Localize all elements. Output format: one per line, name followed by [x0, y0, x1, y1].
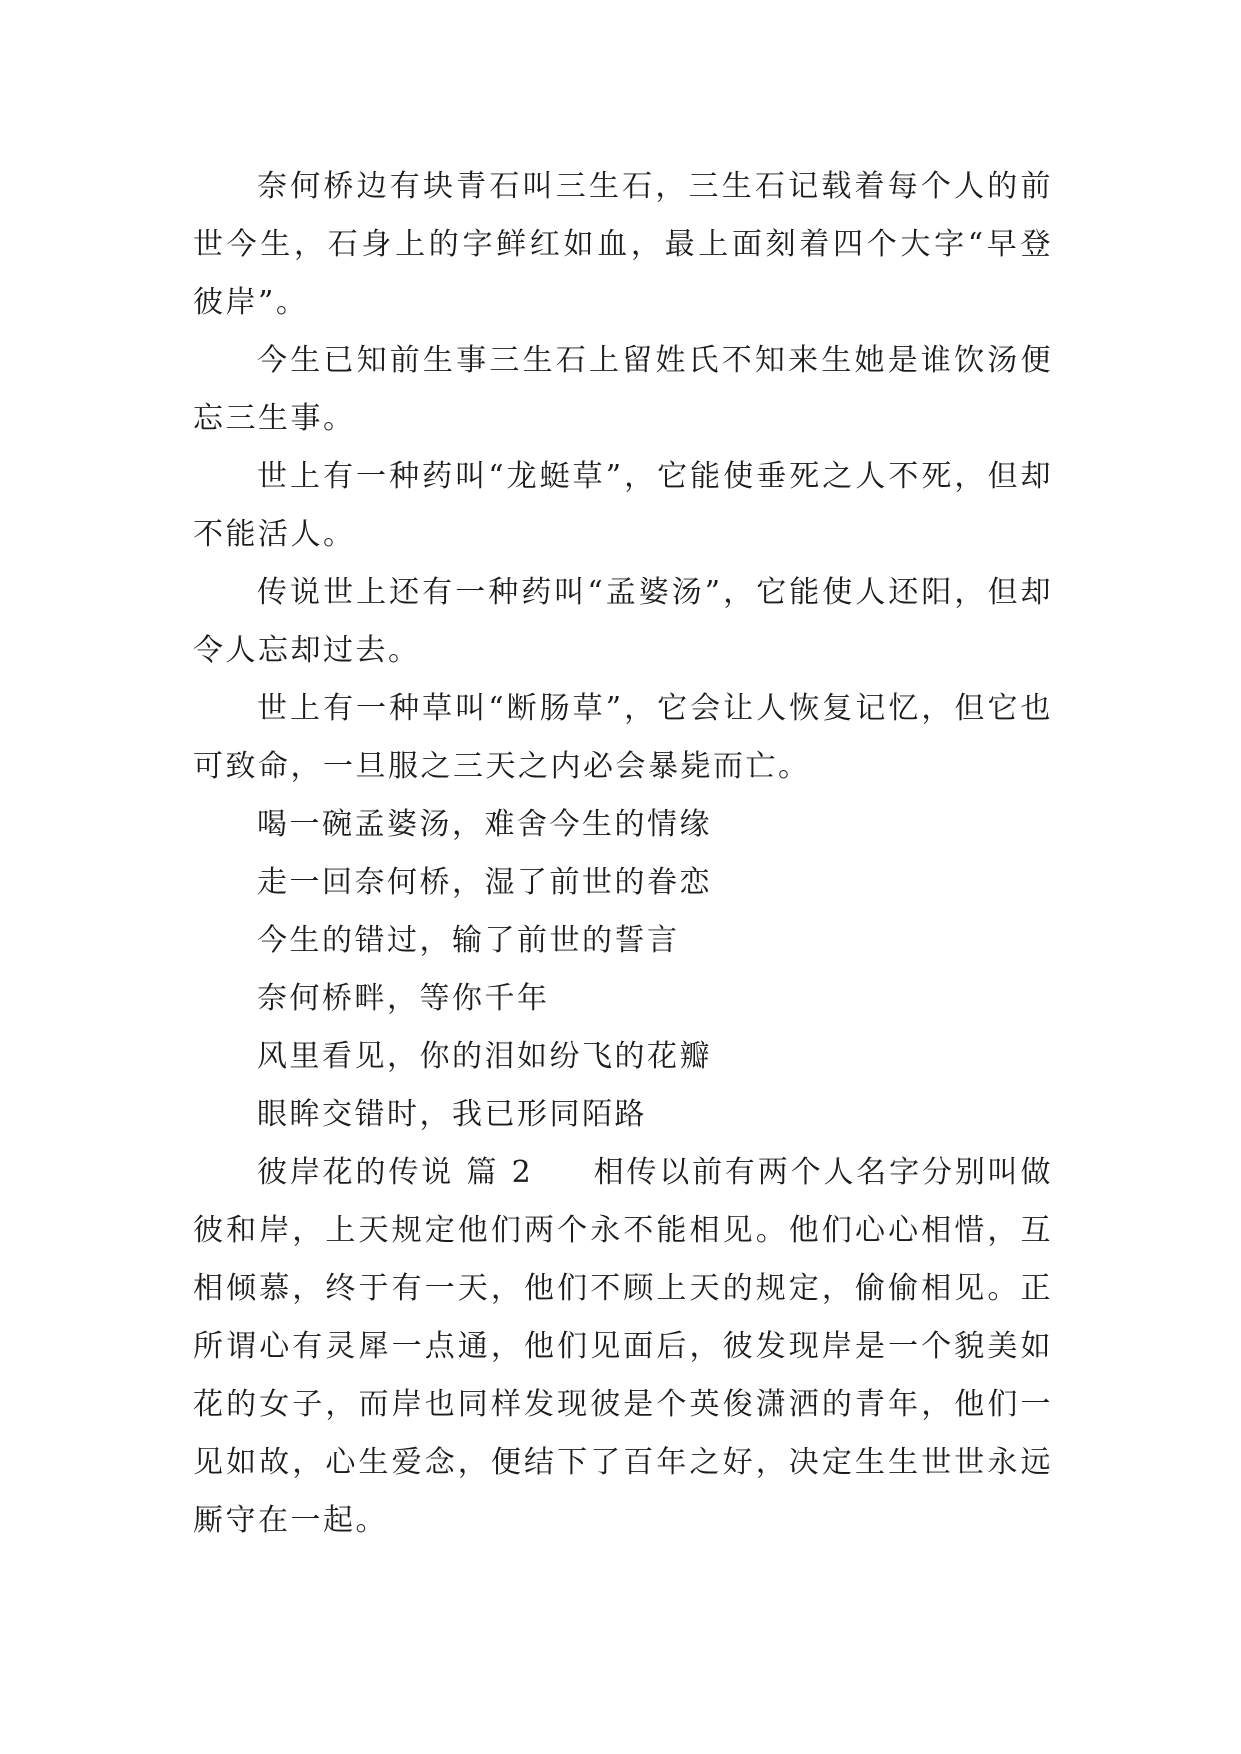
- paragraph: 世上有一种草叫“断肠草”，它会让人恢复记忆，但它也可致命，一旦服之三天之内必会暴毙而亡。: [193, 691, 1053, 784]
- section-body: 相传以前有两个人名字分别叫做彼和岸，上天规定他们两个永不能相见。他们心心相惜，互相倾慕，终于有一天，他们不顾上天的规定，偷偷相见。正所谓心有灵犀一点通，他们见面后，彼发现岸是一个貌美如花的女子，而岸也同样发现彼是个英俊潇洒的青年，他们一见如故，心生爱念，便结下了百年之好，决定生生世世永远厮守在一起。: [193, 1155, 1053, 1538]
- paragraph: 世上有一种药叫“龙蜓草”，它能使垂死之人不死，但却不能活人。: [193, 459, 1053, 552]
- paragraph: 传说世上还有一种药叫“孟婆汤”，它能使人还阳，但却令人忘却过去。: [193, 575, 1053, 668]
- paragraph: 奈何桥边有块青石叫三生石，三生石记载着每个人的前世今生，石身上的字鲜红如血，最上面刻着四个大字“早登彼岸”。: [193, 169, 1053, 320]
- verse-line: 奈何桥畔，等你千年: [257, 981, 550, 1016]
- document-body: [193, 158, 1053, 1550]
- verse-line: 走一回奈何桥，湿了前世的眷恋: [257, 865, 712, 900]
- section-heading: 彼岸花的传说 篇 2: [257, 1155, 534, 1190]
- section-paragraph: [193, 1144, 1053, 1550]
- verse-line: 风里看见，你的泪如纷飞的花瓣: [257, 1039, 712, 1074]
- verse-line: 眼眸交错时，我已形同陌路: [257, 1097, 647, 1132]
- verse-line: 今生的错过，输了前世的誓言: [257, 923, 680, 958]
- paragraph: 今生已知前生事三生石上留姓氏不知来生她是谁饮汤便忘三生事。: [193, 343, 1053, 436]
- verse-line: 喝一碗孟婆汤，难舍今生的情缘: [257, 807, 712, 842]
